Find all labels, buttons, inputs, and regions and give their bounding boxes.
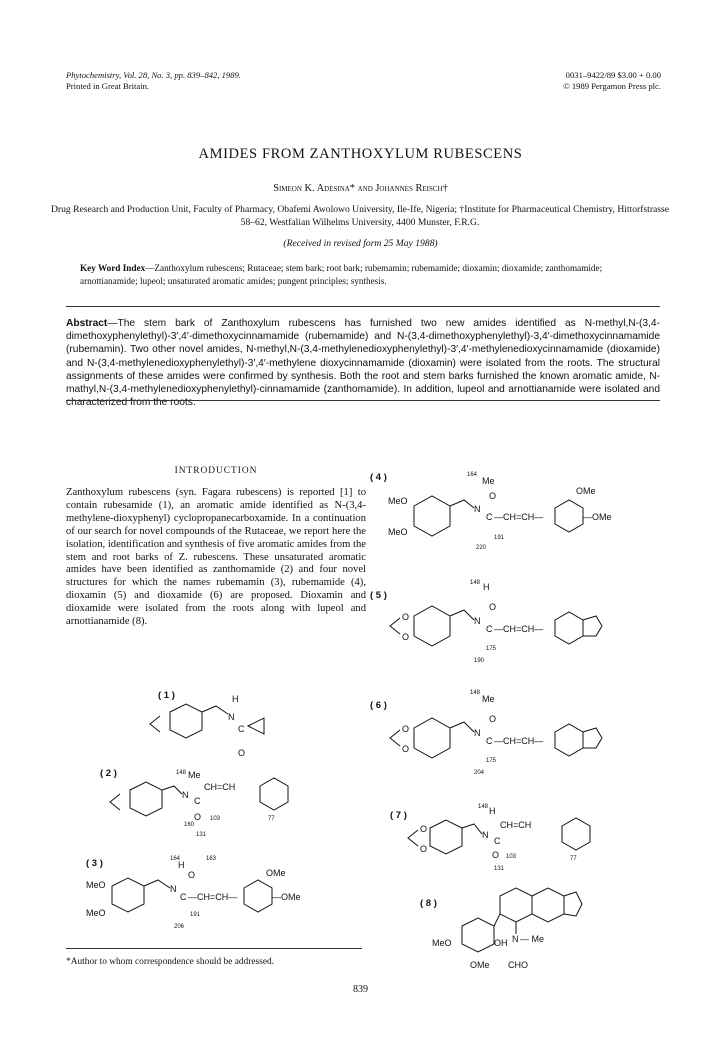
structure-6-dioxole-a: [390, 730, 400, 746]
structure-4-methoxy-2: MeO: [388, 527, 408, 537]
structure-2-fragment-mass: 148: [176, 770, 187, 776]
structure-7-fragment-mass-3: 77: [570, 856, 577, 862]
structure-6-nitrogen: N: [474, 728, 481, 738]
structure-3-methoxy-3: OMe: [266, 868, 286, 878]
structure-8-methoxy-1: MeO: [432, 938, 452, 948]
structure-2-oxygen: O: [194, 812, 202, 822]
structure-2-ring-a: [130, 782, 162, 816]
structure-4-carbon: C: [486, 512, 493, 522]
structure-1-dioxole: [150, 716, 160, 732]
structure-5-oxygen: O: [489, 602, 497, 612]
structure-7-label: ( 7 ): [390, 810, 407, 821]
keywords: [80, 262, 645, 287]
structure-5-label: ( 5 ): [370, 590, 387, 601]
journal-header: [66, 70, 241, 92]
structure-7-ethyl-chain: [462, 824, 482, 834]
structure-8-formyl: CHO: [508, 960, 528, 970]
structure-4-oxygen: O: [489, 491, 497, 501]
structure-3-fragment-mass: 164: [170, 856, 181, 862]
article-title: AMIDES FROM ZANTHOXYLUM RUBESCENS: [198, 146, 523, 162]
structure-7-oxygen-1: O: [420, 824, 428, 834]
structure-4-label: ( 4 ): [370, 472, 387, 483]
structure-8: [380, 880, 630, 976]
abstract-label: Abstract: [66, 318, 108, 329]
structure-4-ring-a: [414, 496, 450, 536]
structure-7-nitrogen: N: [482, 830, 489, 840]
article-authors: Simeon K. Adesina* and Johannes Reisch†: [273, 183, 448, 194]
structure-4-methoxy-4: —OMe: [583, 512, 612, 522]
structure-8-label: ( 8 ): [420, 898, 437, 909]
structure-6-dioxole-b: [583, 728, 602, 748]
structure-8-methyl: — Me: [520, 934, 545, 944]
keywords-text: —Zanthoxylum rubescens; Rutaceae; stem bark; root bark; rubemamin; rubemamide; dioxamin; dioxamide; zanthomamide; arnottianamide; lupeol; unsaturated aromatic amides; pungent principles; synthesis.: [80, 263, 603, 286]
structure-6-carbon: C: [486, 736, 493, 746]
structure-8-biaryl-bond: [494, 914, 500, 926]
structure-5-oxygen-a2: O: [402, 632, 410, 642]
structure-8-dioxole: [564, 892, 582, 916]
structure-3-chain: [144, 880, 170, 888]
structure-8-ring-2: [532, 888, 564, 922]
structure-1-cyclopropane: [248, 718, 264, 734]
structure-5: [370, 576, 670, 666]
structure-3-label: ( 3 ): [86, 858, 103, 869]
structure-7-oxygen: O: [492, 850, 500, 860]
price-line: 0031–9422/89 $3.00 + 0.00: [565, 70, 661, 80]
structure-2-fragment-mass-3: 103: [210, 816, 221, 822]
introduction-heading: INTRODUCTION: [174, 466, 258, 476]
structure-1-carbon: C: [238, 724, 245, 734]
structure-1-ring: [170, 704, 202, 738]
structure-3-ring-b: [244, 880, 272, 912]
structure-2-label: ( 2 ): [100, 768, 117, 779]
structure-6-fragment-mass-3: 204: [474, 770, 485, 776]
structure-2-fragment-mass-5: 131: [196, 832, 207, 838]
structure-5-dioxole-a: [390, 618, 400, 634]
structure-3-carbon: C: [180, 892, 187, 902]
journal-citation: Phytochemistry, Vol. 28, No. 3, pp. 839–842, 1989.: [66, 70, 241, 80]
keywords-label: Key Word Index: [80, 263, 146, 273]
structure-7: [390, 796, 640, 876]
structure-6-ring-a: [414, 718, 450, 758]
structure-1: [140, 684, 290, 764]
structure-4-nitrogen: N: [474, 504, 481, 514]
structure-7-ring-b: [562, 818, 590, 850]
structure-5-dioxole-b: [583, 616, 602, 636]
structure-8-methoxy-2: OMe: [470, 960, 490, 970]
structure-2-methyl: Me: [188, 770, 201, 780]
structure-1-hydrogen: H: [232, 694, 239, 704]
structure-6-oxygen-a1: O: [402, 724, 410, 734]
printed-line: Printed in Great Britain.: [66, 81, 150, 91]
structure-6-oxygen: O: [489, 714, 497, 724]
structure-7-oxygen-2: O: [420, 844, 428, 854]
structure-8-ring-3: [462, 918, 494, 952]
structure-7-fragment-mass-2: 103: [506, 854, 517, 860]
copyright-line: © 1989 Pergamon Press plc.: [563, 81, 661, 91]
structure-4-ring-b: [555, 500, 583, 532]
page-number: 839: [353, 984, 368, 995]
structure-1-chain: [202, 706, 228, 714]
structure-7-fragment-mass: 148: [478, 804, 489, 810]
structure-5-carbon: C: [486, 624, 493, 634]
structure-6-oxygen-a2: O: [402, 744, 410, 754]
structure-4-methoxy-3: OMe: [576, 486, 596, 496]
structure-5-fragment-mass-3: 190: [474, 658, 485, 664]
structure-2-chain: [162, 786, 182, 794]
structure-7-carbon: C: [494, 836, 501, 846]
structure-3: [86, 852, 336, 932]
structure-6: [370, 686, 670, 778]
structure-6-ethyl-chain: [450, 722, 474, 732]
structure-7-fragment-mass-4: 131: [494, 866, 505, 872]
structure-2-vinyl: CH=CH: [204, 782, 236, 792]
structure-2: [100, 764, 320, 846]
structure-7-hydrogen: H: [489, 806, 496, 816]
structure-5-oxygen-a1: O: [402, 612, 410, 622]
structure-3-vinyl-linker: —CH=CH—: [188, 892, 238, 902]
structure-6-methyl: Me: [482, 694, 495, 704]
structure-1-nitrogen: N: [228, 712, 235, 722]
structure-6-ring-b: [555, 724, 583, 756]
footnote-rule: [66, 948, 362, 949]
structure-6-fragment-mass: 148: [470, 690, 481, 696]
structure-5-nitrogen: N: [474, 616, 481, 626]
structure-8-hydroxyl: OH: [494, 938, 508, 948]
structure-1-label: ( 1 ): [158, 690, 175, 701]
footnote: *Author to whom correspondence should be addressed.: [66, 957, 275, 967]
structure-3-fragment-mass-2: 191: [190, 912, 201, 918]
structure-4-methoxy-1: MeO: [388, 496, 408, 506]
structure-4-fragment-mass: 164: [467, 472, 478, 478]
structure-3-methoxy-4: —OMe: [272, 892, 301, 902]
structure-4-methyl: Me: [482, 476, 495, 486]
structure-5-ring-a: [414, 606, 450, 646]
structure-6-fragment-mass-2: 175: [486, 758, 497, 764]
received-date: (Received in revised form 25 May 1988): [283, 238, 438, 249]
structure-6-label: ( 6 ): [370, 700, 387, 711]
structure-3-ring-a: [112, 878, 144, 912]
structure-2-dioxole: [110, 794, 120, 810]
structure-4: [370, 468, 670, 553]
copyright-header: [563, 70, 661, 92]
structure-1-oxygen: O: [238, 748, 246, 758]
structure-4-vinyl-linker: —CH=CH—: [494, 512, 544, 522]
structure-3-methoxy-1: MeO: [86, 880, 106, 890]
structure-5-ring-b: [555, 612, 583, 644]
abstract: [66, 317, 660, 409]
structure-4-fragment-mass-2: 191: [494, 535, 505, 541]
article-affiliation: Drug Research and Production Unit, Faculty of Pharmacy, Obafemi Awolowo University, Ile-Ife, Nigeria; †Institute for Pharmaceutical Chemistry, Hittorfstrasse 58–62, Westfalian Wilhelms University, 4400 Munster, F.R.G.: [50, 204, 670, 228]
structure-7-ring-a: [430, 820, 462, 854]
structure-3-fragment-mass-5: 163: [206, 856, 217, 862]
structure-2-carbon: C: [194, 796, 201, 806]
structure-3-methoxy-2: MeO: [86, 908, 106, 918]
abstract-top-rule: [66, 306, 660, 307]
structure-5-hydrogen: H: [483, 582, 490, 592]
structure-3-fragment-mass-3: 206: [174, 924, 185, 930]
abstract-text: —The stem bark of Zanthoxylum rubescens has furnished two new amides identified as N-methyl,N-(3,4-dimethoxyphenylethyl)-3′,4′-dimethoxycinnamamide (rubemamide) and N-(3,4-dimethoxyphenylethyl)-3,4′-dimethoxycinnamamide (rubemamin). Two other novel amides, N-methyl,N-(3,4-methylenedioxyphenylethyl)-3′,4′-methylenedioxycinnamamide (dioxamide) and N-(3,4-methylenedioxyphenylethyl)-3′,4′-methylene dioxycinnamamide (dioxamin) were isolated from the roots. The structural assignments of these amides were confirmed by synthesis. Both the root and stem barks furnished the known aromatic amide, N-mathyl,N-(3,4-methylenedioxyphenylethyl)-cinnamamide (zanthomamide). In addition, lupeol and arnottianamide were isolated and characterized from the roots.: [66, 318, 660, 409]
structure-2-fragment-mass-4: 77: [268, 816, 275, 822]
structure-3-oxygen: O: [188, 870, 196, 880]
structure-5-fragment-mass: 148: [470, 580, 481, 586]
structure-4-fragment-mass-3: 220: [476, 545, 487, 551]
structure-5-vinyl-linker: —CH=CH—: [494, 624, 544, 634]
structure-2-ring-b: [260, 778, 288, 810]
structure-7-dioxole: [408, 830, 418, 846]
structure-7-vinyl: CH=CH: [500, 820, 532, 830]
structure-6-vinyl-linker: —CH=CH—: [494, 736, 544, 746]
structure-4-ethyl-chain: [450, 500, 474, 508]
structure-3-hydrogen: H: [178, 860, 185, 870]
introduction-text: Zanthoxylum rubescens (syn. Fagara rubescens) is reported [1] to contain rubesamide (1), an aromatic amide identified as N-(3,4-methylene-dioxyphenyl) cyclopropanecarboxamide. In a continuation of our search for novel compounds of the Rutaceae, we report here the isolation, identification and synthesis of five aromatic amides from the stem and root barks of Z. rubescens. These unsaturated aromatic amides have been identified as zanthomamide (2) and four novel structures for which the names rubemamin (3), rubemamide (4), dioxamin (5) and dioxamide (6) are proposed. Dioxamin and dioxamide were isolated from the roots along with lupeol and arnottianamide (8).: [66, 487, 366, 628]
structure-8-ring-1: [500, 888, 532, 922]
abstract-bottom-rule: [66, 400, 660, 401]
structure-8-nitrogen: N: [512, 934, 519, 944]
structure-5-ethyl-chain: [450, 610, 474, 620]
structure-3-nitrogen: N: [170, 884, 177, 894]
structure-5-fragment-mass-2: 175: [486, 646, 497, 652]
structure-2-nitrogen: N: [182, 790, 189, 800]
structure-2-fragment-mass-2: 160: [184, 822, 195, 828]
